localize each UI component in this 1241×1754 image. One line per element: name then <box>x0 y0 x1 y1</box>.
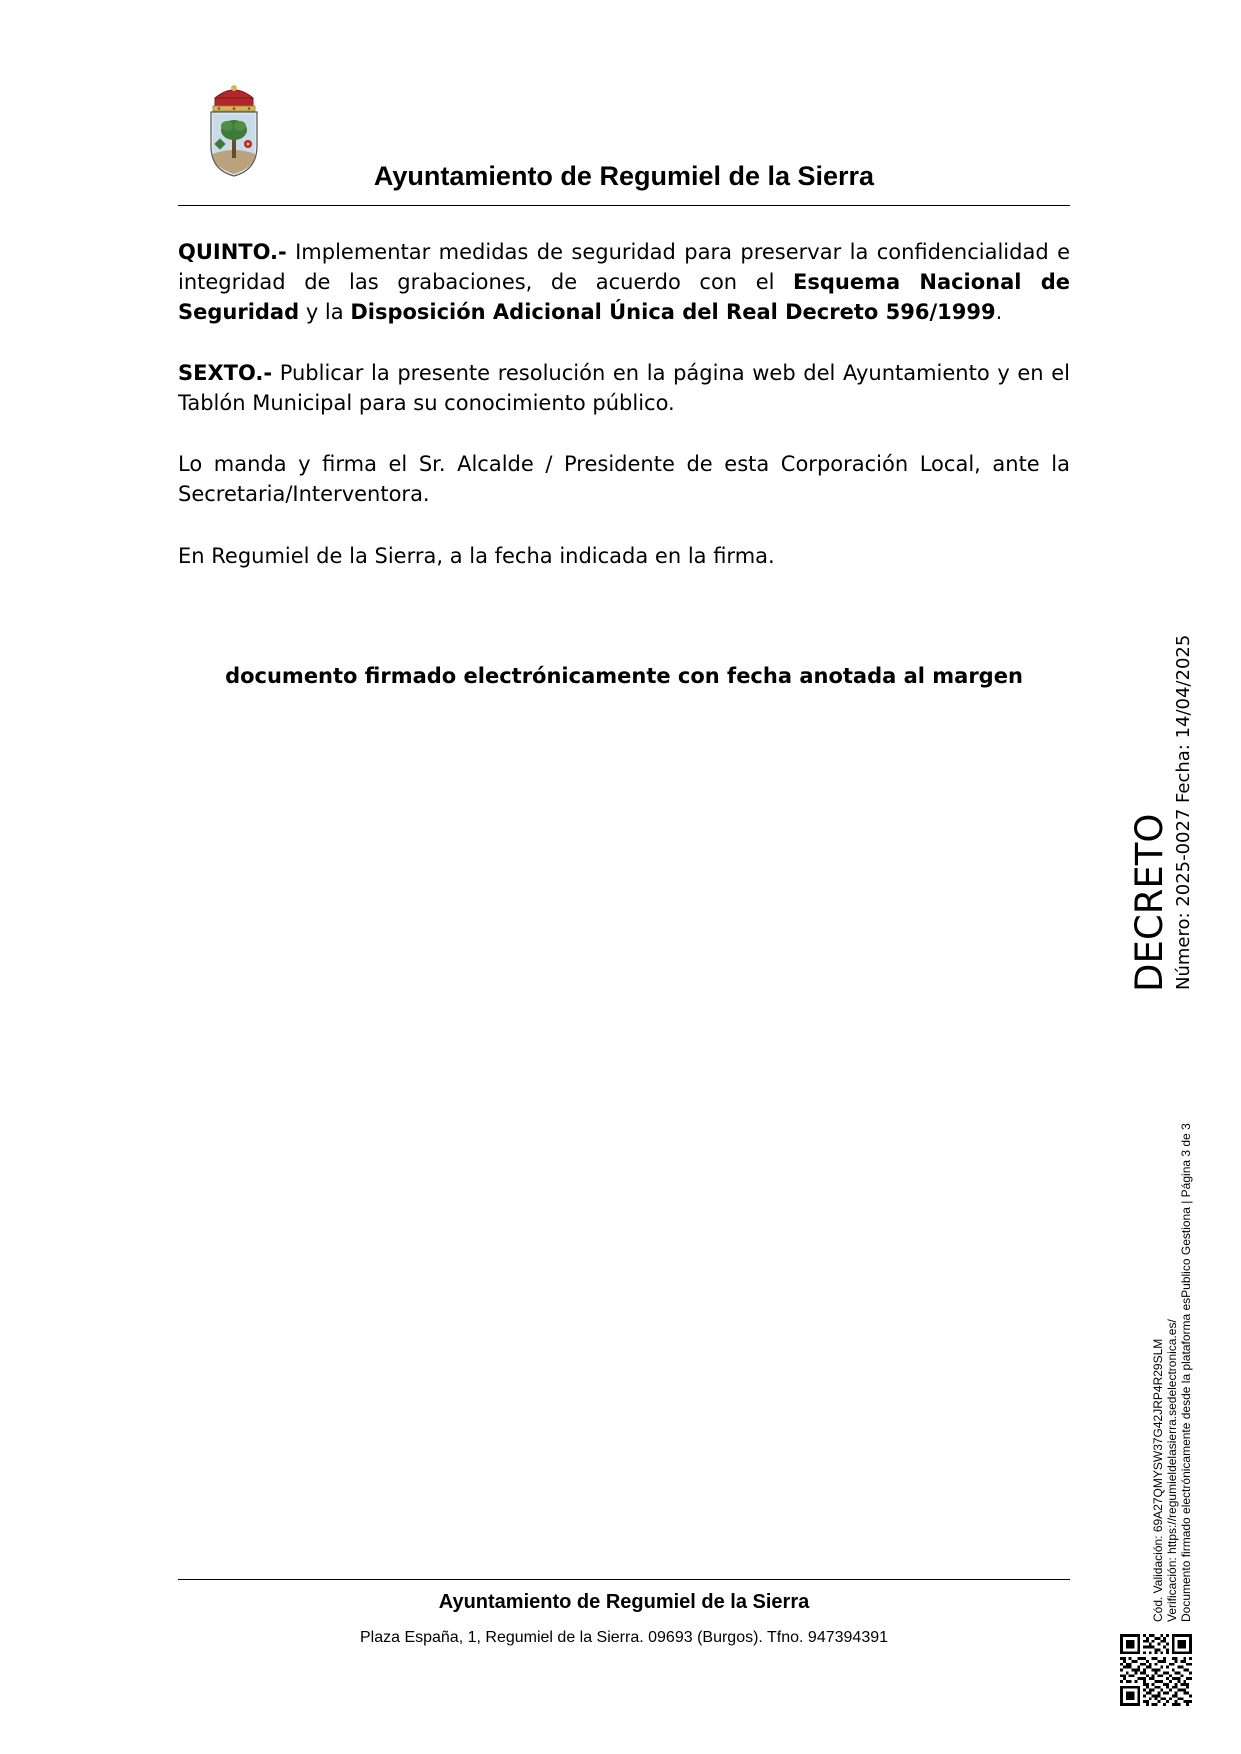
quinto-bold-1: Esquema Nacional de Seguridad <box>178 270 1070 324</box>
stamp-verificacion-link[interactable]: Verificación: https://regumieldelasierra.sedelectronica.es/ <box>1165 1319 1179 1622</box>
stamp-fecha: Fecha: 14/04/2025 <box>1173 634 1194 803</box>
stamp-doc-type: DECRETO <box>1128 813 1171 992</box>
stamp-cod-validacion: Cód. Validación: 69A27QMYSW37G42JRP4R29SLM <box>1151 1338 1165 1622</box>
signed-note: documento firmado electrónicamente con fecha anotada al margen <box>225 664 1023 688</box>
sexto-label: SEXTO.- <box>178 361 273 385</box>
paragraph-sexto <box>178 358 1070 418</box>
stamp-numero: Número: 2025-0027 <box>1173 808 1194 990</box>
quinto-text-2: y la <box>299 300 351 324</box>
header-divider <box>178 205 1070 206</box>
paragraph-quinto <box>178 237 1070 327</box>
footer-title: Ayuntamiento de Regumiel de la Sierra <box>438 1591 810 1613</box>
paragraph-manda-firma: Lo manda y firma el Sr. Alcalde / Presidente de esta Corporación Local, ante la Secretaria/Interventora. <box>178 452 1070 506</box>
paragraph-lugar-fecha: En Regumiel de la Sierra, a la fecha indicada en la firma. <box>178 544 775 568</box>
quinto-text-3: . <box>995 300 1003 324</box>
quinto-text-1: Implementar medidas de seguridad para preservar la confidencialidad e integridad de las grabaciones, de acuerdo con el <box>178 240 1070 294</box>
page-title: Ayuntamiento de Regumiel de la Sierra <box>373 161 875 191</box>
footer-divider <box>178 1579 1070 1580</box>
sexto-text: Publicar la presente resolución en la página web del Ayuntamiento y en el Tablón Municipal para su conocimiento público. <box>178 361 1070 415</box>
qr-code-icon <box>1120 1634 1192 1706</box>
quinto-bold-2: Disposición Adicional Única del Real Decreto 596/1999 <box>350 300 996 324</box>
stamp-plataforma: Documento firmado electrónicamente desde la plataforma esPublico Gestiona | Página 3 de 3 <box>1179 1123 1193 1622</box>
footer-address: Plaza España, 1, Regumiel de la Sierra. 09693 (Burgos). Tfno. 947394391 <box>359 1629 889 1646</box>
quinto-label: QUINTO.- <box>178 240 287 264</box>
